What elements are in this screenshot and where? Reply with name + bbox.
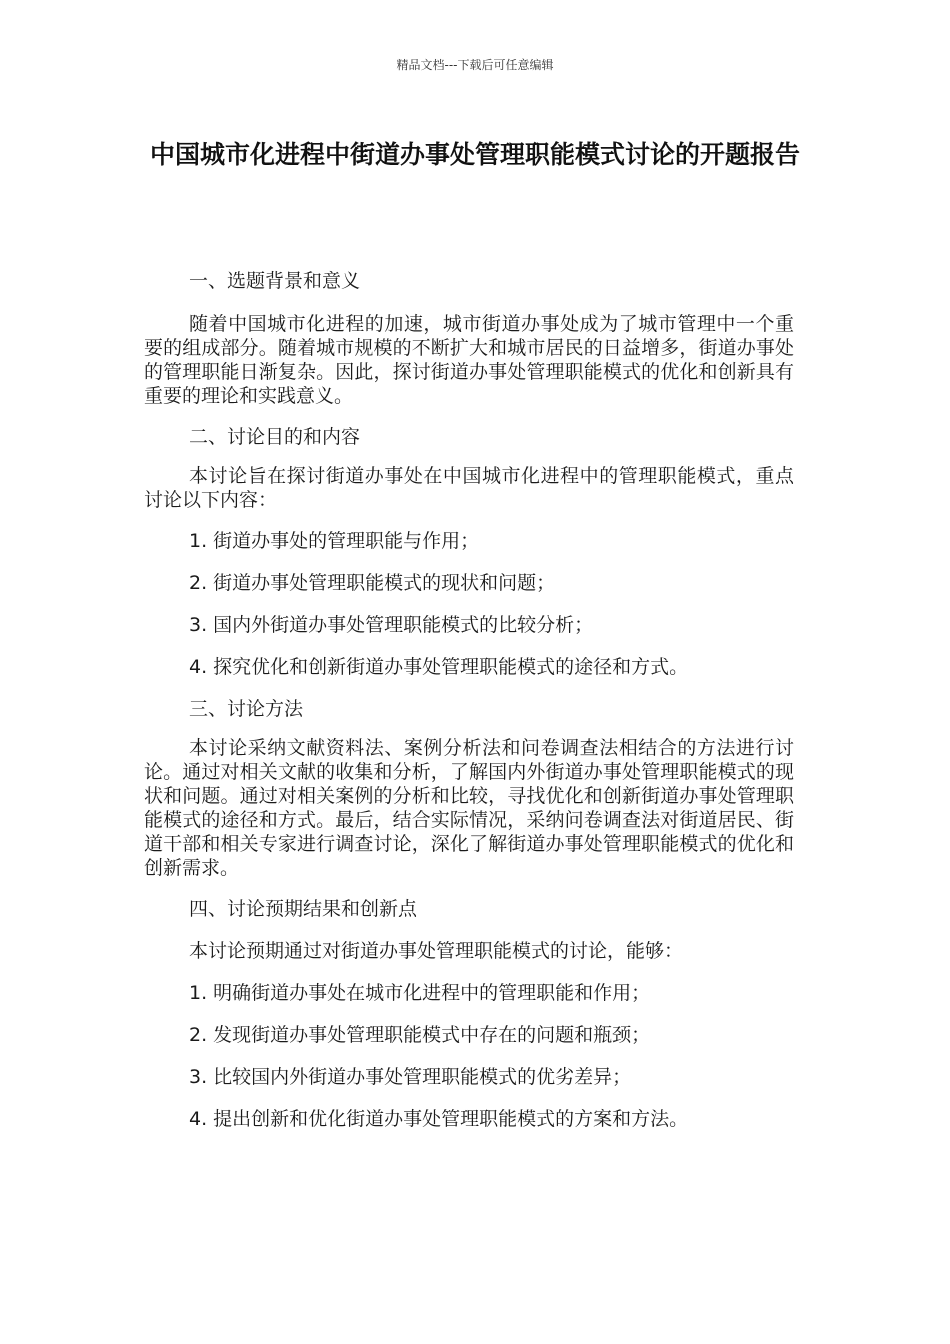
list-item: 1. 街道办事处的管理职能与作用； [189, 530, 480, 552]
list-item: 4. 提出创新和优化街道办事处管理职能模式的方案和方法。 [189, 1108, 689, 1130]
page-header: 精品文档---下载后可任意编辑 [396, 58, 554, 72]
list-item: 2. 街道办事处管理职能模式的现状和问题； [189, 572, 556, 594]
list-item: 2. 发现街道办事处管理职能模式中存在的问题和瓶颈； [189, 1024, 651, 1046]
document-body [144, 268, 794, 1132]
document-title: 中国城市化进程中街道办事处管理职能模式讨论的开题报告 [149, 140, 800, 169]
section-heading-2: 二、讨论目的和内容 [189, 426, 361, 448]
list-item: 4. 探究优化和创新街道办事处管理职能模式的途径和方式。 [189, 656, 689, 678]
list-item: 1. 明确街道办事处在城市化进程中的管理职能和作用； [189, 982, 651, 1004]
section-paragraph-4: 本讨论预期通过对街道办事处管理职能模式的讨论，能够： [189, 940, 684, 962]
section-paragraph-1: 随着中国城市化进程的加速，城市街道办事处成为了城市管理中一个重要的组成部分。随着城市规模的不断扩大和城市居民的日益增多，街道办事处的管理职能日渐复杂。因此，探讨街道办事处管理职能模式的优化和创新具有重要的理论和实践意义。 [144, 313, 794, 407]
section-heading-1: 一、选题背景和意义 [189, 270, 361, 292]
section-heading-3: 三、讨论方法 [189, 698, 304, 720]
list-item: 3. 国内外街道办事处管理职能模式的比较分析； [189, 614, 594, 636]
section-heading-4: 四、讨论预期结果和创新点 [189, 898, 418, 920]
list-item: 3. 比较国内外街道办事处管理职能模式的优劣差异； [189, 1066, 632, 1088]
section-paragraph-3: 本讨论采纳文献资料法、案例分析法和问卷调查法相结合的方法进行讨论。通过对相关文献的收集和分析，了解国内外街道办事处管理职能模式的现状和问题。通过对相关案例的分析和比较，寻找优化和创新街道办事处管理职能模式的途径和方式。最后，结合实际情况，采纳问卷调查法对街道居民、街道干部和相关专家进行调查讨论，深化了解街道办事处管理职能模式的优化和创新需求。 [144, 737, 794, 879]
section-paragraph-2: 本讨论旨在探讨街道办事处在中国城市化进程中的管理职能模式，重点讨论以下内容： [144, 465, 794, 511]
